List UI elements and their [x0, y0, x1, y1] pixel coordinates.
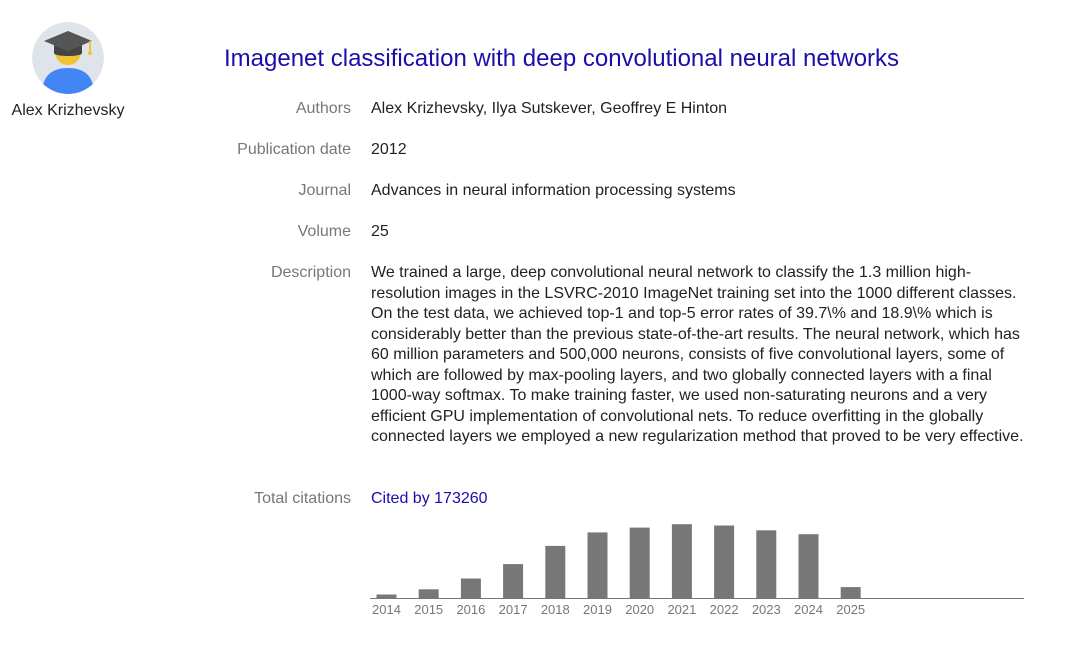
graduate-avatar-icon[interactable]: [32, 22, 104, 94]
bar-2020[interactable]: [630, 528, 650, 598]
volume-label: Volume: [297, 223, 351, 240]
x-tick-label-2015: 2015: [414, 602, 444, 617]
bar-2022[interactable]: [714, 526, 734, 599]
volume-value: 25: [371, 223, 389, 240]
x-tick-label-2025: 2025: [836, 602, 866, 617]
x-tick-label-2020: 2020: [625, 602, 655, 617]
bar-2014[interactable]: [377, 595, 397, 599]
bar-2024[interactable]: [799, 534, 819, 598]
description-text: We trained a large, deep convolutional neural network to classify the 1.3 million high-resolution images in the LSVRC-2010 ImageNet training set into the 1000 different classes. On the test data, we achieved top-1 and top-5 error rates of 39.7\% and 18.9\% which is considerably better than the previous state-of-the-art results. The neural network, which has 60 million parameters and 500,000 neurons, consists of five convolutional layers, some of which are followed by max-pooling layers, and two globally connected layers with a final 1000-way softmax. To make training faster, we used non-saturating neurons and a very efficient GPU implementation of convolutional nets. To reduce overfitting in the globally connected layers we employed a new regularization method that proved to be very effective.: [371, 264, 1024, 445]
paper-title[interactable]: Imagenet classification with deep convolutional neural networks: [224, 45, 900, 72]
citations-bar-chart: [366, 518, 1026, 624]
x-tick-label-2022: 2022: [709, 602, 739, 617]
authors-value: Alex Krizhevsky, Ilya Sutskever, Geoffrey E Hinton: [371, 100, 727, 117]
x-tick-label-2016: 2016: [456, 602, 486, 617]
x-tick-label-2019: 2019: [583, 602, 612, 617]
x-tick-label-2024: 2024: [794, 602, 823, 617]
x-tick-label-2023: 2023: [751, 602, 781, 617]
citations-chart: [366, 518, 1026, 624]
bar-2021[interactable]: [672, 524, 692, 598]
bar-2016[interactable]: [461, 579, 481, 599]
journal-label: Journal: [298, 182, 351, 199]
profile-name[interactable]: Alex Krizhevsky: [11, 102, 125, 119]
bar-2025[interactable]: [841, 587, 861, 598]
x-tick-label-2021: 2021: [667, 602, 697, 617]
bar-2017[interactable]: [503, 564, 523, 598]
journal-value: Advances in neural information processing systems: [371, 182, 736, 199]
publication-date-value: 2012: [371, 141, 407, 158]
cited-by-link[interactable]: Cited by 173260: [371, 490, 488, 507]
author-profile: [0, 22, 136, 120]
total-citations-label: Total citations: [254, 490, 351, 507]
authors-label: Authors: [295, 100, 351, 117]
publication-date-label: Publication date: [237, 141, 351, 158]
x-tick-label-2014: 2014: [372, 602, 401, 617]
description-label: Description: [270, 264, 351, 281]
x-tick-label-2018: 2018: [540, 602, 570, 617]
bar-2018[interactable]: [545, 546, 565, 598]
bar-2019[interactable]: [588, 532, 608, 598]
bar-2023[interactable]: [756, 530, 776, 598]
x-tick-label-2017: 2017: [498, 602, 528, 617]
bar-2015[interactable]: [419, 589, 439, 598]
